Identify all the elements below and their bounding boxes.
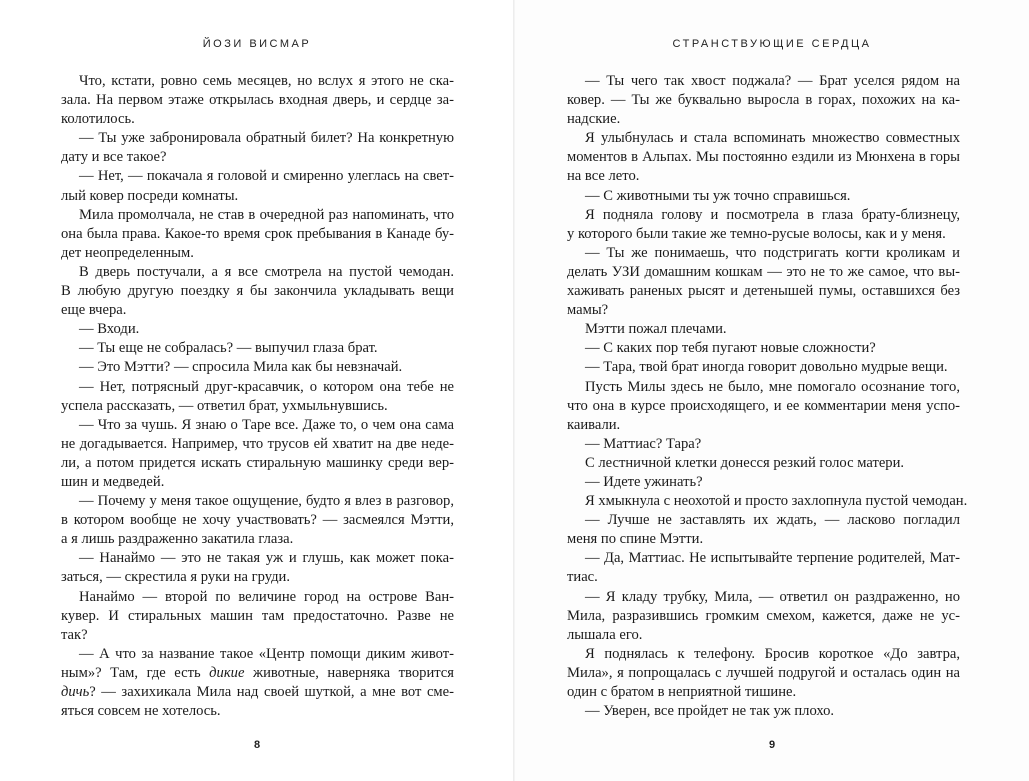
text-line: Нанаймо — второй по величине город на острове Ван- bbox=[79, 588, 454, 605]
text-line: — С животными ты уж точно справишься. bbox=[585, 187, 851, 204]
text-line: — Это Мэтти? — спросила Мила как бы невзначай. bbox=[79, 359, 403, 376]
text-line: заться, — скрестила я руки на груди. bbox=[61, 569, 291, 586]
text-line: лышала его. bbox=[567, 626, 643, 643]
text-line: зала. На первом этаже открылась входная дверь, и сердце за- bbox=[61, 92, 454, 109]
text-line: ли, а потом придется искать стиральную машинку среди вер- bbox=[61, 454, 454, 471]
text-line: В любую другую поездку я бы закончила укладывать вещи bbox=[61, 283, 454, 300]
text-line: — Тара, твой брат иногда говорит довольно мудрые вещи. bbox=[585, 359, 948, 376]
text-line: — Уверен, все пройдет не так уж плохо. bbox=[585, 703, 835, 720]
text-line: ковер. — Ты же буквально выросла в горах, похожих на ка- bbox=[567, 92, 960, 109]
text-line: Я хмыкнула с неохотой и просто захлопнула пустой чемодан. bbox=[585, 493, 968, 510]
text-line: — Нет, потрясный друг-красавчик, о котором она тебе не bbox=[79, 378, 454, 395]
text-line: делать УЗИ домашним кошкам — это не то же самое, что вы- bbox=[567, 263, 960, 280]
text-line: в котором вообще не хочу участвовать? — засмеялся Мэтти, bbox=[61, 512, 454, 529]
text-line: лый ковер посреди комнаты. bbox=[61, 187, 239, 204]
text-line: на все лето. bbox=[567, 168, 640, 185]
left-page bbox=[0, 0, 514, 781]
text-line: Мила», я попрощалась с лучшей подругой и осталась один на bbox=[567, 664, 960, 681]
text-line: надские. bbox=[567, 111, 621, 128]
text-line: — Что за чушь. Я знаю о Таре все. Даже то, о чем она сама bbox=[79, 416, 454, 433]
text-line: шин и медведей. bbox=[61, 473, 165, 490]
text-line: — Ты еще не собралась? — выпучил глаза брат. bbox=[79, 340, 378, 357]
text-line: Пусть Милы здесь не было, мне помогало осознание того, bbox=[585, 378, 960, 395]
text-line: меня по спине Мэтти. bbox=[567, 531, 704, 548]
text-line: не догадывается. Например, что трусов ей хватит на две неде- bbox=[61, 435, 454, 452]
text-line: каивали. bbox=[567, 416, 621, 433]
text-line: — Ты же понимаешь, что подстригать когти кроликам и bbox=[585, 244, 960, 261]
text-line: Я поднялась к телефону. Бросив короткое «До завтра, bbox=[585, 645, 960, 662]
running-head-title: СТРАНСТВУЮЩИЕ СЕРДЦА bbox=[672, 38, 872, 50]
text-line: еще вчера. bbox=[61, 302, 127, 319]
text-line: колотилось. bbox=[61, 111, 135, 128]
text-line: — Идете ужинать? bbox=[585, 473, 703, 490]
text-line: мамы? bbox=[567, 302, 609, 319]
text-line: у которого были такие же темно-русые волосы, как и у меня. bbox=[567, 225, 946, 242]
text-line: яться совсем не хотелось. bbox=[61, 703, 221, 720]
text-line: — Нанаймо — это не такая уж и глушь, как может пока- bbox=[79, 550, 454, 567]
text-line: кувер. И стиральных машин там предостаточно. Разве не bbox=[61, 607, 454, 624]
text-line: — Нет, — покачала я головой и смиренно улеглась на свет- bbox=[79, 168, 454, 185]
text-line: — Ты чего так хвост поджала? — Брат уселся рядом на bbox=[585, 73, 960, 89]
text-line: Я улыбнулась и стала вспоминать множество совместных bbox=[585, 130, 960, 147]
text-line: тиас. bbox=[567, 569, 598, 586]
text-line: успела рассказать, — ответил брат, ухмыльнувшись. bbox=[61, 397, 388, 414]
text-line: — Ты уже забронировала обратный билет? На конкретную bbox=[79, 130, 454, 147]
text-line: ным»? Там, где есть дикие животные, наверняка творится bbox=[61, 664, 454, 681]
running-head-author: ЙОЗИ ВИСМАР bbox=[202, 38, 312, 50]
page-body-text bbox=[567, 72, 968, 721]
text-line: — С каких пор тебя пугают новые сложности? bbox=[585, 340, 876, 357]
page-body-text bbox=[61, 72, 454, 721]
text-line: хаживать раненых рысят и детенышей пумы, оставшихся без bbox=[567, 283, 960, 300]
text-line: дет неопределенным. bbox=[61, 244, 194, 261]
text-line: Мэтти пожал плечами. bbox=[585, 321, 727, 338]
text-line: — Я кладу трубку, Мила, — ответил он раздраженно, но bbox=[585, 588, 960, 605]
text-line: — Почему у меня такое ощущение, будто я влез в разговор, bbox=[79, 493, 454, 510]
text-line: Мила промолчала, не став в очередной раз напоминать, что bbox=[79, 206, 454, 223]
text-line: моментов в Альпах. Мы постоянно ездили из Мюнхена в горы bbox=[567, 149, 960, 166]
text-line: — Да, Маттиас. Не испытывайте терпение родителей, Мат- bbox=[585, 550, 960, 567]
text-line: — А что за название такое «Центр помощи диким живот- bbox=[79, 645, 454, 662]
page-number: 9 bbox=[768, 739, 776, 751]
text-line: один с братом в неприятной тишине. bbox=[567, 684, 797, 700]
text-line: она была права. Какое-то время срок пребывания в Канаде бу- bbox=[61, 225, 454, 242]
right-page bbox=[515, 0, 1029, 781]
text-line: а я лишь раздраженно закатила глаза. bbox=[61, 531, 294, 548]
page-number: 8 bbox=[253, 739, 261, 751]
text-line: что она в курсе происходящего, и ее комментарии меня успо- bbox=[567, 397, 960, 414]
text-line: Мила, разразившись громким смехом, кажется, даже не ус- bbox=[567, 607, 960, 624]
text-line: — Маттиас? Тара? bbox=[585, 435, 702, 452]
text-line: дату и все такое? bbox=[61, 149, 167, 166]
text-line: Я подняла голову и посмотрела в глаза брату-близнецу, bbox=[585, 206, 960, 223]
text-line: — Входи. bbox=[79, 321, 140, 338]
text-line: так? bbox=[61, 626, 88, 643]
text-line: дичь? — захихикала Мила над своей шуткой, а мне вот сме- bbox=[61, 684, 454, 700]
text-line: Что, кстати, ровно семь месяцев, но вслух я этого не ска- bbox=[79, 73, 454, 89]
text-line: С лестничной клетки донесся резкий голос матери. bbox=[585, 454, 905, 471]
text-line: В дверь постучали, а я все смотрела на пустой чемодан. bbox=[79, 263, 454, 280]
text-line: — Лучше не заставлять их ждать, — ласково погладил bbox=[585, 512, 960, 529]
